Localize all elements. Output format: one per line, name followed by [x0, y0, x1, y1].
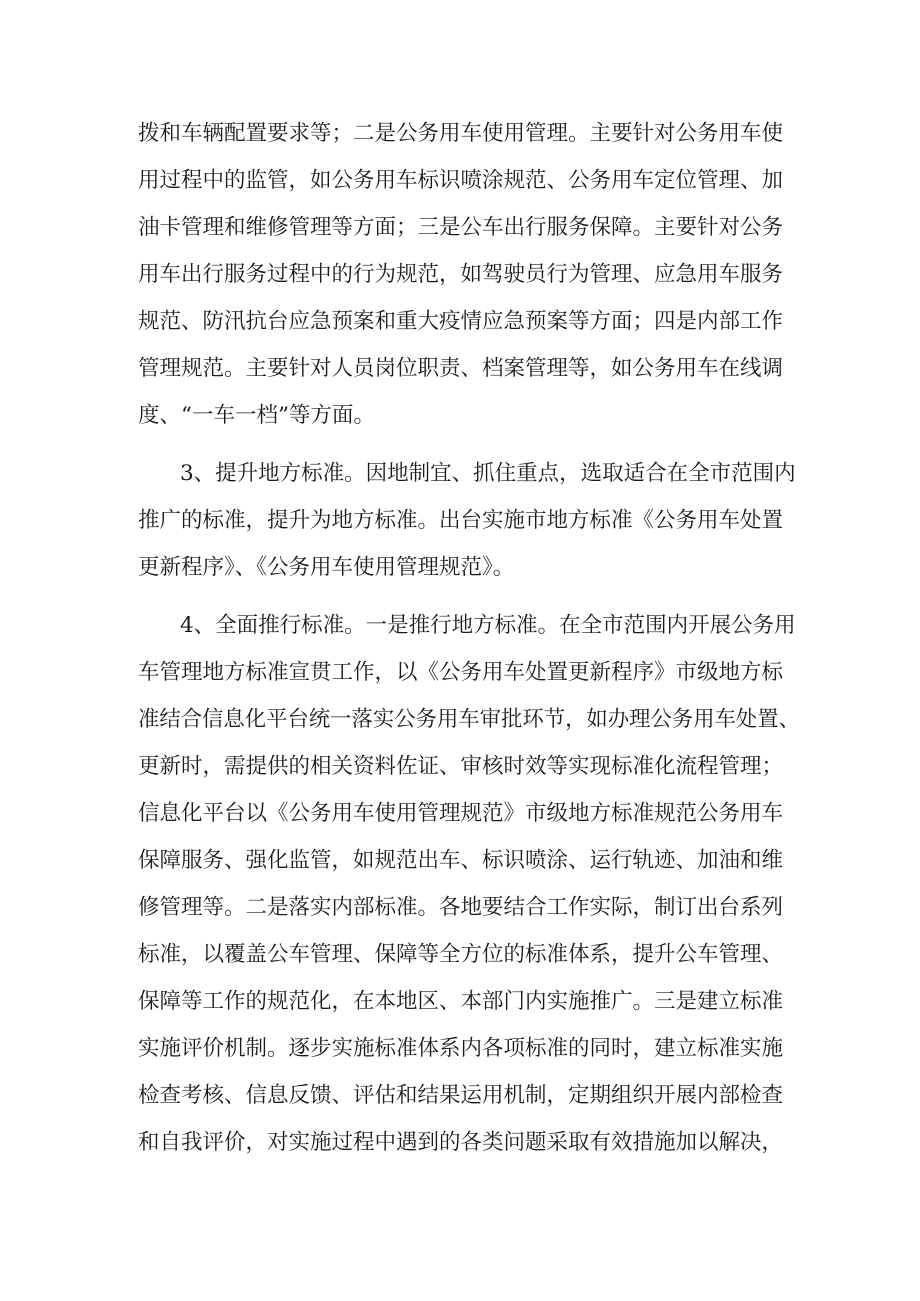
paragraph-line	[0, 703, 920, 737]
line-text: 用过程中的监管，如公务用车标识喷涂规范、公务用车定位管理、加	[138, 168, 784, 193]
paragraph-line	[0, 1079, 920, 1113]
paragraph-line	[0, 844, 920, 878]
paragraph-line	[0, 891, 920, 925]
paragraph-line	[0, 1126, 920, 1160]
line-text: 检查考核、信息反馈、评估和结果运用机制，定期组织开展内部检查	[138, 1083, 784, 1108]
paragraph-line	[0, 457, 920, 491]
line-text: 用车出行服务过程中的行为规范，如驾驶员行为管理、应急用车服务	[138, 262, 784, 287]
paragraph-line	[0, 352, 920, 386]
line-text: 准结合信息化平台统一落实公务用车审批环节，如办理公务用车处置、	[138, 707, 800, 732]
paragraph-line	[0, 258, 920, 292]
paragraph-line	[0, 1032, 920, 1066]
paragraph-line	[0, 164, 920, 198]
paragraph-line	[0, 551, 920, 585]
paragraph-line	[0, 399, 920, 433]
line-text: 更新时，需提供的相关资料佐证、审核时效等实现标准化流程管理；	[138, 754, 784, 779]
line-text: 4、全面推行标准。一是推行地方标准。在全市范围内开展公务用	[180, 613, 796, 638]
line-text: 实施评价机制。逐步实施标准体系内各项标准的同时，建立标准实施	[138, 1036, 784, 1061]
line-text: 保障服务、强化监管，如规范出车、标识喷涂、运行轨迹、加油和维	[138, 848, 784, 873]
line-text: 修管理等。二是落实内部标准。各地要结合工作实际，制订出台系列	[138, 895, 784, 920]
line-text: 油卡管理和维修管理等方面；三是公车出行服务保障。主要针对公务	[138, 215, 784, 240]
paragraph-line	[0, 656, 920, 690]
line-text: 信息化平台以《公务用车使用管理规范》市级地方标准规范公务用车	[138, 801, 784, 826]
paragraph-line	[0, 609, 920, 643]
line-text: 规范、防汛抗台应急预案和重大疫情应急预案等方面；四是内部工作	[138, 309, 784, 334]
paragraph-line	[0, 117, 920, 151]
line-text: 保障等工作的规范化，在本地区、本部门内实施推广。三是建立标准	[138, 989, 784, 1014]
line-text: 管理规范。主要针对人员岗位职责、档案管理等，如公务用车在线调	[138, 356, 784, 381]
paragraph-line	[0, 938, 920, 972]
line-text: 3、提升地方标准。因地制宜、抓住重点，选取适合在全市范围内	[180, 461, 796, 486]
line-text: 车管理地方标准宣贯工作，以《公务用车处置更新程序》市级地方标	[138, 660, 784, 685]
line-text: 更新程序》、《公务用车使用管理规范》。	[138, 555, 515, 580]
line-text: 推广的标准，提升为地方标准。出台实施市地方标准《公务用车处置	[138, 508, 784, 533]
paragraph-line	[0, 750, 920, 784]
line-text: 拨和车辆配置要求等；二是公务用车使用管理。主要针对公务用车使	[138, 121, 784, 146]
paragraph-line	[0, 985, 920, 1019]
paragraph-line	[0, 797, 920, 831]
paragraph-line	[0, 211, 920, 245]
line-text: 和自我评价，对实施过程中遇到的各类问题采取有效措施加以解决，	[138, 1130, 784, 1155]
line-text: 标准，以覆盖公车管理、保障等全方位的标准体系，提升公车管理、	[138, 942, 784, 967]
line-text: 度、“一车一档”等方面。	[138, 403, 375, 428]
paragraph-line	[0, 305, 920, 339]
paragraph-line	[0, 504, 920, 538]
